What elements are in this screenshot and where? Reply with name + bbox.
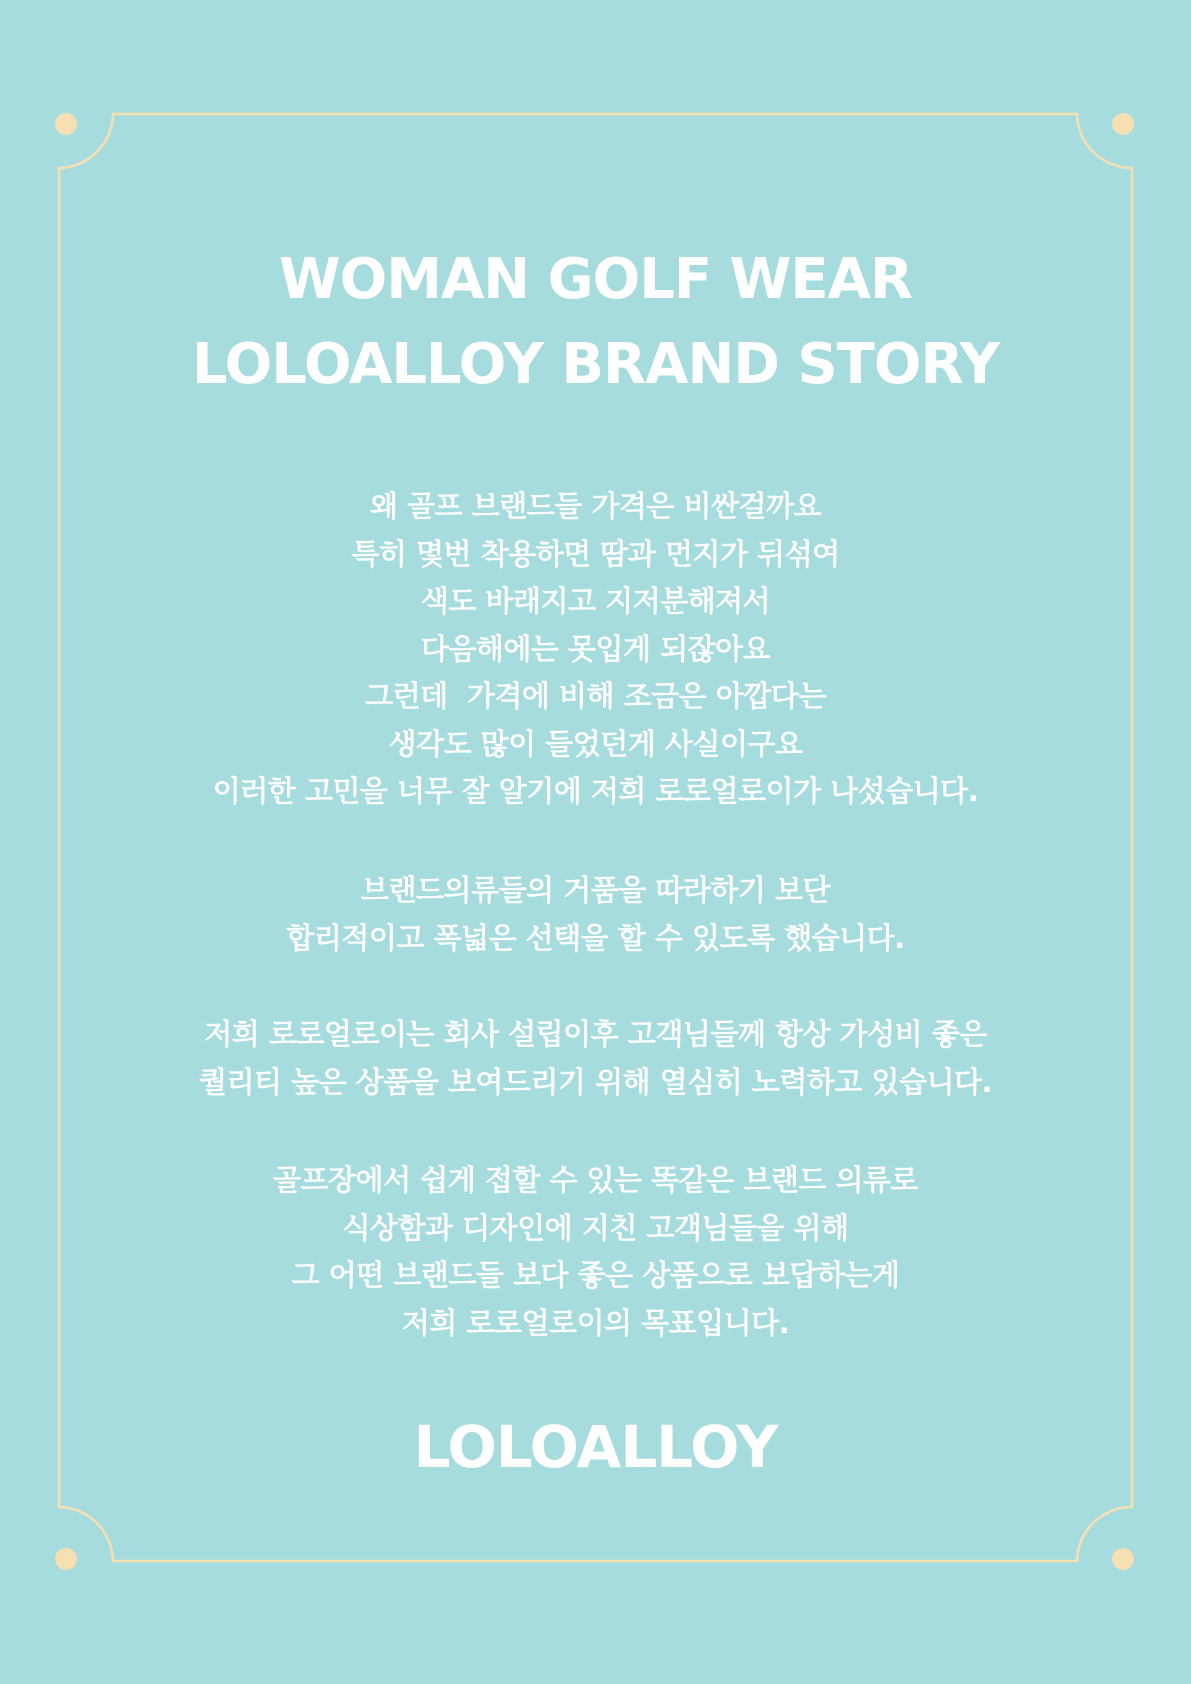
story-line: 식상함과 디자인에 지친 고객님들을 위해 xyxy=(342,1210,849,1245)
story-line: 그런데 가격에 비해 조금은 아깝다는 xyxy=(365,679,826,713)
story-line: 저희 로로얼로이는 회사 설립이후 고객님들께 항상 가성비 좋은 xyxy=(204,1017,987,1051)
story-line: 브랜드의류들의 거품을 따라하기 보단 xyxy=(360,873,830,907)
story-line: 생각도 많이 들었던게 사실이구요 xyxy=(388,726,803,761)
story-line: 왜 골프 브랜드들 가격은 비싼걸까요 xyxy=(369,489,822,523)
corner-dot-icon xyxy=(55,1548,77,1570)
story-paragraph-4 xyxy=(0,1157,1191,1347)
corner-dot-icon xyxy=(55,113,77,135)
corner-dot-icon xyxy=(1112,1548,1134,1570)
story-line: 특히 몇번 착용하면 땀과 먼지가 뒤섞여 xyxy=(351,536,840,571)
story-paragraph-1 xyxy=(0,483,1191,816)
story-line: 퀄리티 높은 상품을 보여드리기 위해 열심히 노력하고 있습니다. xyxy=(198,1064,993,1099)
story-paragraph-2 xyxy=(0,867,1191,962)
story-line: 다음해에는 못입게 되잖아요 xyxy=(420,631,771,666)
story-line: 저희 로로얼로이의 목표입니다. xyxy=(401,1305,790,1340)
corner-dot-icon xyxy=(1112,113,1134,135)
story-line: 합리적이고 폭넓은 선택을 할 수 있도록 했습니다. xyxy=(286,920,905,955)
story-paragraph-3 xyxy=(0,1011,1191,1106)
story-line: 색도 바래지고 지저분해져서 xyxy=(420,584,771,618)
footer-brand-name: LOLOALLOY xyxy=(413,1413,778,1481)
story-line: 그 어떤 브랜드들 보다 좋은 상품으로 보답하는게 xyxy=(291,1258,900,1292)
title-line-2: LOLOALLOY BRAND STORY xyxy=(191,332,1000,397)
title-line-1: WOMAN GOLF WEAR xyxy=(278,247,913,312)
story-line: 골프장에서 쉽게 접할 수 있는 똑같은 브랜드 의류로 xyxy=(273,1163,918,1197)
story-line: 이러한 고민을 너무 잘 알기에 저희 로로얼로이가 나섰습니다. xyxy=(212,774,979,808)
